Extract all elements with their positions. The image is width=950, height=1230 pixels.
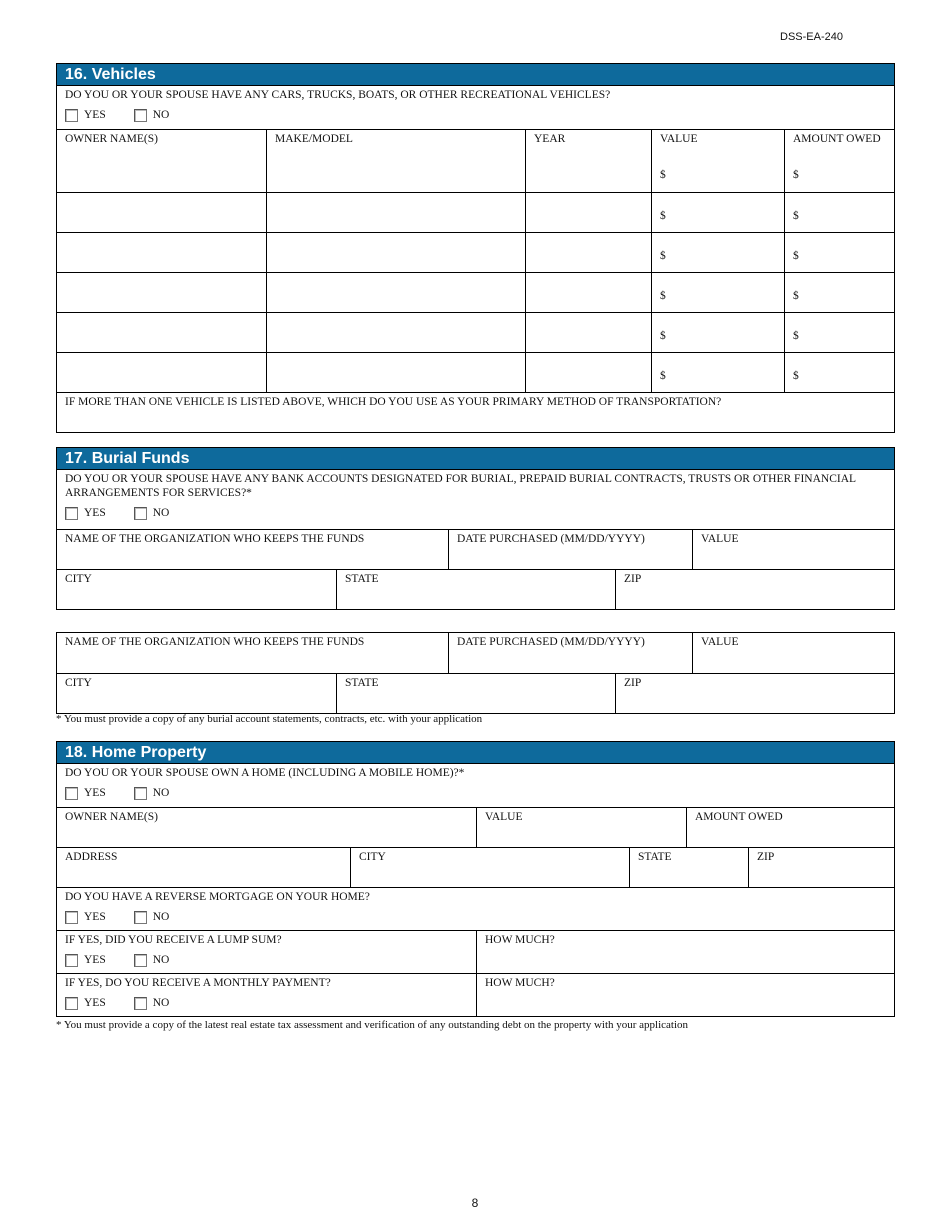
primary-vehicle-input[interactable]: [65, 409, 886, 427]
how-much-label: HOW MUCH?: [485, 977, 555, 989]
dollar-sign: $: [660, 169, 666, 181]
vehicle-make-field[interactable]: [266, 193, 525, 232]
vehicle-row: [57, 152, 894, 192]
city-label: CITY: [65, 573, 92, 585]
yes-label: YES: [84, 109, 106, 121]
dollar-sign: $: [793, 290, 799, 302]
vehicle-owed-field[interactable]: [784, 193, 894, 232]
home-question: DO YOU OR YOUR SPOUSE OWN A HOME (INCLUDING A MOBILE HOME)?*: [65, 767, 465, 779]
checkbox-box[interactable]: [65, 997, 78, 1010]
vehicle-make-field[interactable]: [266, 313, 525, 352]
vehicles-column-headers: [57, 129, 894, 152]
vehicle-make-field[interactable]: [266, 233, 525, 272]
vehicle-value-field[interactable]: [651, 273, 784, 312]
address-label: ADDRESS: [65, 851, 118, 863]
lump-yes-checkbox[interactable]: [65, 953, 106, 967]
home-value-field[interactable]: [476, 808, 686, 847]
no-label: NO: [152, 787, 170, 799]
burial-header: 17. Burial Funds: [56, 447, 895, 470]
home-header: 18. Home Property: [56, 741, 895, 764]
monthly-how-much-field[interactable]: [476, 974, 894, 1016]
dollar-sign: $: [660, 210, 666, 222]
vehicle-owner-field[interactable]: [57, 313, 266, 352]
burial-state-field-2[interactable]: [336, 674, 615, 713]
vehicle-owed-field[interactable]: [784, 152, 894, 192]
vehicle-make-field[interactable]: [266, 353, 525, 392]
vehicle-year-field[interactable]: [525, 152, 651, 192]
burial-value-field-2[interactable]: [692, 633, 894, 673]
dollar-sign: $: [660, 290, 666, 302]
no-label: NO: [152, 911, 170, 923]
monthly-no-checkbox[interactable]: [134, 996, 170, 1010]
vehicle-owner-field[interactable]: [57, 273, 266, 312]
home-grid: [56, 764, 895, 1017]
vehicle-value-field[interactable]: [651, 152, 784, 192]
value-label: VALUE: [701, 636, 739, 648]
checkbox-box[interactable]: [134, 787, 147, 800]
vehicle-value-field[interactable]: [651, 313, 784, 352]
state-label: STATE: [638, 851, 672, 863]
yes-label: YES: [84, 954, 106, 966]
vehicles-no-checkbox[interactable]: [134, 108, 170, 122]
dollar-sign: $: [793, 169, 799, 181]
home-section: [56, 741, 895, 1017]
burial-date-field-2[interactable]: [448, 633, 692, 673]
home-owed-field[interactable]: [686, 808, 894, 847]
vehicle-year-field[interactable]: [525, 313, 651, 352]
zip-label: ZIP: [624, 677, 642, 689]
org-label: NAME OF THE ORGANIZATION WHO KEEPS THE FUNDS: [65, 533, 365, 545]
home-city-field[interactable]: [350, 848, 629, 887]
vehicle-value-field[interactable]: [651, 353, 784, 392]
vehicle-row: [57, 312, 894, 352]
home-address-field[interactable]: [57, 848, 350, 887]
vehicles-header: 16. Vehicles: [56, 63, 895, 86]
burial-zip-field-2[interactable]: [615, 674, 894, 713]
owner-label: OWNER NAME(S): [65, 811, 158, 823]
burial-state-field-1[interactable]: [336, 570, 615, 609]
burial-yes-checkbox[interactable]: [65, 506, 106, 520]
burial-no-checkbox[interactable]: [134, 506, 170, 520]
home-state-field[interactable]: [629, 848, 748, 887]
col-owner: OWNER NAME(S): [65, 133, 158, 145]
monthly-payment-question: IF YES, DO YOU RECEIVE A MONTHLY PAYMENT?: [65, 977, 331, 989]
vehicle-year-field[interactable]: [525, 233, 651, 272]
vehicle-owner-field[interactable]: [57, 193, 266, 232]
yes-label: YES: [84, 911, 106, 923]
primary-vehicle-question: IF MORE THAN ONE VEHICLE IS LISTED ABOVE, WHICH DO YOU USE AS YOUR PRIMARY METHOD OF TRANSPORTATION?: [65, 396, 722, 408]
burial-org-field-1[interactable]: [57, 530, 448, 569]
vehicles-yes-checkbox[interactable]: [65, 108, 106, 122]
vehicle-owed-field[interactable]: [784, 313, 894, 352]
burial-footnote: * You must provide a copy of any burial account statements, contracts, etc. with your application: [56, 713, 483, 725]
dollar-sign: $: [793, 210, 799, 222]
zip-label: ZIP: [624, 573, 642, 585]
lump-how-much-field[interactable]: [476, 931, 894, 973]
yes-label: YES: [84, 787, 106, 799]
state-label: STATE: [345, 677, 379, 689]
home-zip-field[interactable]: [748, 848, 894, 887]
city-label: CITY: [359, 851, 386, 863]
vehicle-year-field[interactable]: [525, 353, 651, 392]
vehicle-owner-field[interactable]: [57, 152, 266, 192]
checkbox-box[interactable]: [65, 911, 78, 924]
dollar-sign: $: [793, 370, 799, 382]
vehicle-year-field[interactable]: [525, 273, 651, 312]
vehicle-year-field[interactable]: [525, 193, 651, 232]
home-owner-field[interactable]: [57, 808, 476, 847]
checkbox-box[interactable]: [134, 507, 147, 520]
vehicles-question: DO YOU OR YOUR SPOUSE HAVE ANY CARS, TRUCKS, BOATS, OR OTHER RECREATIONAL VEHICLES?: [65, 89, 611, 101]
vehicle-row: [57, 232, 894, 272]
no-label: NO: [152, 997, 170, 1009]
no-label: NO: [152, 954, 170, 966]
dollar-sign: $: [793, 330, 799, 342]
state-label: STATE: [345, 573, 379, 585]
burial-grid-2: [56, 632, 895, 714]
vehicles-grid: [56, 86, 895, 433]
vehicle-make-field[interactable]: [266, 273, 525, 312]
burial-grid: [56, 470, 895, 610]
city-label: CITY: [65, 677, 92, 689]
no-label: NO: [152, 109, 170, 121]
vehicle-owed-field[interactable]: [784, 273, 894, 312]
how-much-label: HOW MUCH?: [485, 934, 555, 946]
col-amount-owed: AMOUNT OWED: [784, 130, 894, 152]
org-label: NAME OF THE ORGANIZATION WHO KEEPS THE FUNDS: [65, 636, 365, 648]
col-year: YEAR: [525, 130, 651, 152]
checkbox-box[interactable]: [134, 954, 147, 967]
checkbox-box[interactable]: [134, 997, 147, 1010]
dollar-sign: $: [660, 370, 666, 382]
vehicles-section: [56, 63, 895, 433]
vehicle-owed-field[interactable]: [784, 233, 894, 272]
col-value: VALUE: [651, 130, 784, 152]
date-label: DATE PURCHASED (MM/DD/YYYY): [457, 533, 645, 545]
vehicle-owed-field[interactable]: [784, 353, 894, 392]
monthly-yes-checkbox[interactable]: [65, 996, 106, 1010]
date-label: DATE PURCHASED (MM/DD/YYYY): [457, 636, 645, 648]
col-make-model: MAKE/MODEL: [266, 130, 525, 152]
burial-org-field-2[interactable]: [57, 633, 448, 673]
yes-label: YES: [84, 507, 106, 519]
page-number: 8: [471, 1196, 479, 1210]
reverse-mortgage-question: DO YOU HAVE A REVERSE MORTGAGE ON YOUR HOME?: [65, 891, 370, 903]
value-label: VALUE: [701, 533, 739, 545]
dollar-sign: $: [793, 250, 799, 262]
vehicle-owner-field[interactable]: [57, 353, 266, 392]
value-label: VALUE: [485, 811, 523, 823]
zip-label: ZIP: [757, 851, 775, 863]
reverse-no-checkbox[interactable]: [134, 910, 170, 924]
burial-zip-field-1[interactable]: [615, 570, 894, 609]
dollar-sign: $: [660, 330, 666, 342]
dollar-sign: $: [660, 250, 666, 262]
checkbox-box[interactable]: [65, 787, 78, 800]
burial-second-entry: [56, 632, 895, 714]
vehicle-value-field[interactable]: [651, 193, 784, 232]
burial-value-field-1[interactable]: [692, 530, 894, 569]
lump-no-checkbox[interactable]: [134, 953, 170, 967]
checkbox-box[interactable]: [65, 507, 78, 520]
yes-label: YES: [84, 997, 106, 1009]
home-no-checkbox[interactable]: [134, 786, 170, 800]
vehicle-value-field[interactable]: [651, 233, 784, 272]
reverse-yes-checkbox[interactable]: [65, 910, 106, 924]
burial-section: [56, 447, 895, 610]
checkbox-box[interactable]: [65, 109, 78, 122]
burial-city-field-2[interactable]: [57, 674, 336, 713]
vehicle-row: [57, 272, 894, 312]
vehicle-owner-field[interactable]: [57, 233, 266, 272]
vehicle-row: [57, 352, 894, 392]
burial-city-field-1[interactable]: [57, 570, 336, 609]
checkbox-box[interactable]: [134, 109, 147, 122]
home-yes-checkbox[interactable]: [65, 786, 106, 800]
vehicle-make-field[interactable]: [266, 152, 525, 192]
owed-label: AMOUNT OWED: [695, 811, 783, 823]
home-footnote: * You must provide a copy of the latest real estate tax assessment and verification of any outstanding debt on the property with your application: [56, 1019, 689, 1031]
no-label: NO: [152, 507, 170, 519]
form-id: DSS-EA-240: [780, 31, 843, 43]
checkbox-box[interactable]: [134, 911, 147, 924]
burial-date-field-1[interactable]: [448, 530, 692, 569]
lump-sum-question: IF YES, DID YOU RECEIVE A LUMP SUM?: [65, 934, 282, 946]
checkbox-box[interactable]: [65, 954, 78, 967]
vehicle-row: [57, 192, 894, 232]
burial-question: DO YOU OR YOUR SPOUSE HAVE ANY BANK ACCOUNTS DESIGNATED FOR BURIAL, PREPAID BURIAL CONTRACTS, TRUSTS OR OTHER FINANCIAL ARRANGEMENTS FOR SERVICES?*: [65, 473, 856, 499]
